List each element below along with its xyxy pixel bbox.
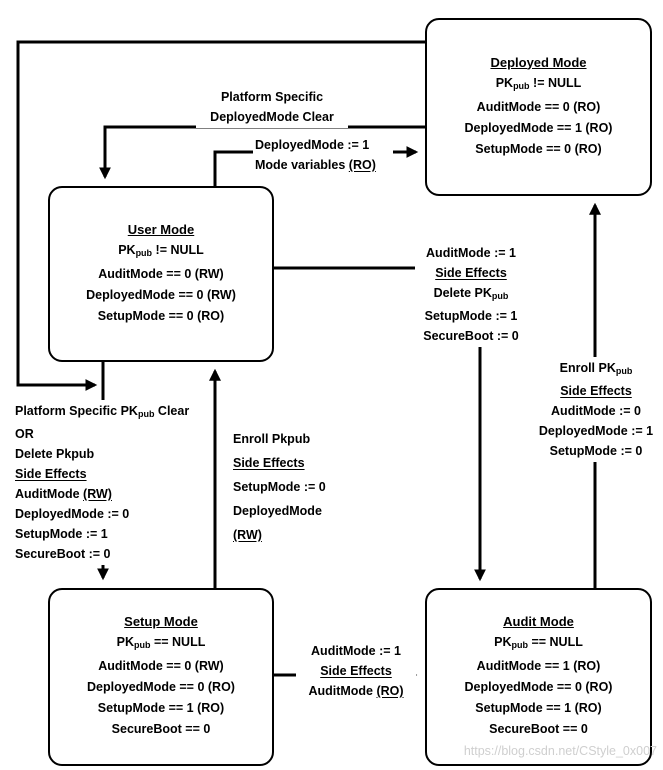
state-box-setup-mode — [48, 588, 274, 766]
state-properties-audit-mode: $PK_{pub}$ == NULL AuditMode == 1 (RO) DeployedMode == 0 (RO) SetupMode == 1 (RO) SecureBoot == 0 — [464, 635, 613, 736]
state-box-user-mode — [48, 186, 274, 362]
state-title-audit-mode: Audit Mode — [503, 614, 574, 629]
state-title-deployed-mode: Deployed Mode — [490, 54, 587, 70]
state-properties-deployed-mode: $PK_{pub}$ != NULL AuditMode == 0 (RO) DeployedMode == 1 (RO) SetupMode == 0 (RO) — [464, 75, 613, 156]
state-title-setup-mode: Setup Mode — [124, 614, 198, 629]
state-properties-setup-mode: $PK_{pub}$ == NULL AuditMode == 0 (RW) DeployedMode == 0 (RO) SetupMode == 1 (RO) SecureBoot == 0 — [87, 635, 235, 736]
watermark-text: https://blog.csdn.net/CStyle_0x007 — [463, 744, 657, 758]
edge-label-setup-to-audit: AuditMode := 1 Side Effects AuditMode (RO) — [296, 640, 416, 702]
state-title-user-mode: User Mode — [127, 221, 195, 237]
edge-label-deployed-to-user: Platform Specific DeployedMode Clear — [196, 86, 348, 128]
state-box-deployed-mode — [425, 18, 652, 196]
edge-label-user-to-audit: AuditMode := 1 Side Effects Delete $PK_{pub}$ SetupMode := 1 SecureBoot := 0 — [415, 242, 527, 347]
edge-label-setup-to-user: Enroll Pkpub Side Effects SetupMode := 0 DeployedMode (RW) — [231, 426, 349, 548]
edge-label-to-setup: Platform Specific $PK_{pub}$ Clear OR Delete Pkpub Side Effects AuditMode (RW) DeployedMode := 0 SetupMode := 1 SecureBoot := 0 — [13, 400, 195, 565]
state-box-audit-mode — [425, 588, 652, 766]
state-properties-user-mode: $PK_{pub}$ != NULL AuditMode == 0 (RW) DeployedMode == 0 (RW) SetupMode == 0 (RO) — [86, 242, 236, 323]
edge-label-audit-to-deployed: Enroll $PK_{pub}$ Side Effects AuditMode := 0 DeployedMode := 1 SetupMode := 0 — [536, 357, 656, 462]
edge-label-user-to-deployed: DeployedMode := 1 Mode variables (RO) — [253, 134, 393, 176]
